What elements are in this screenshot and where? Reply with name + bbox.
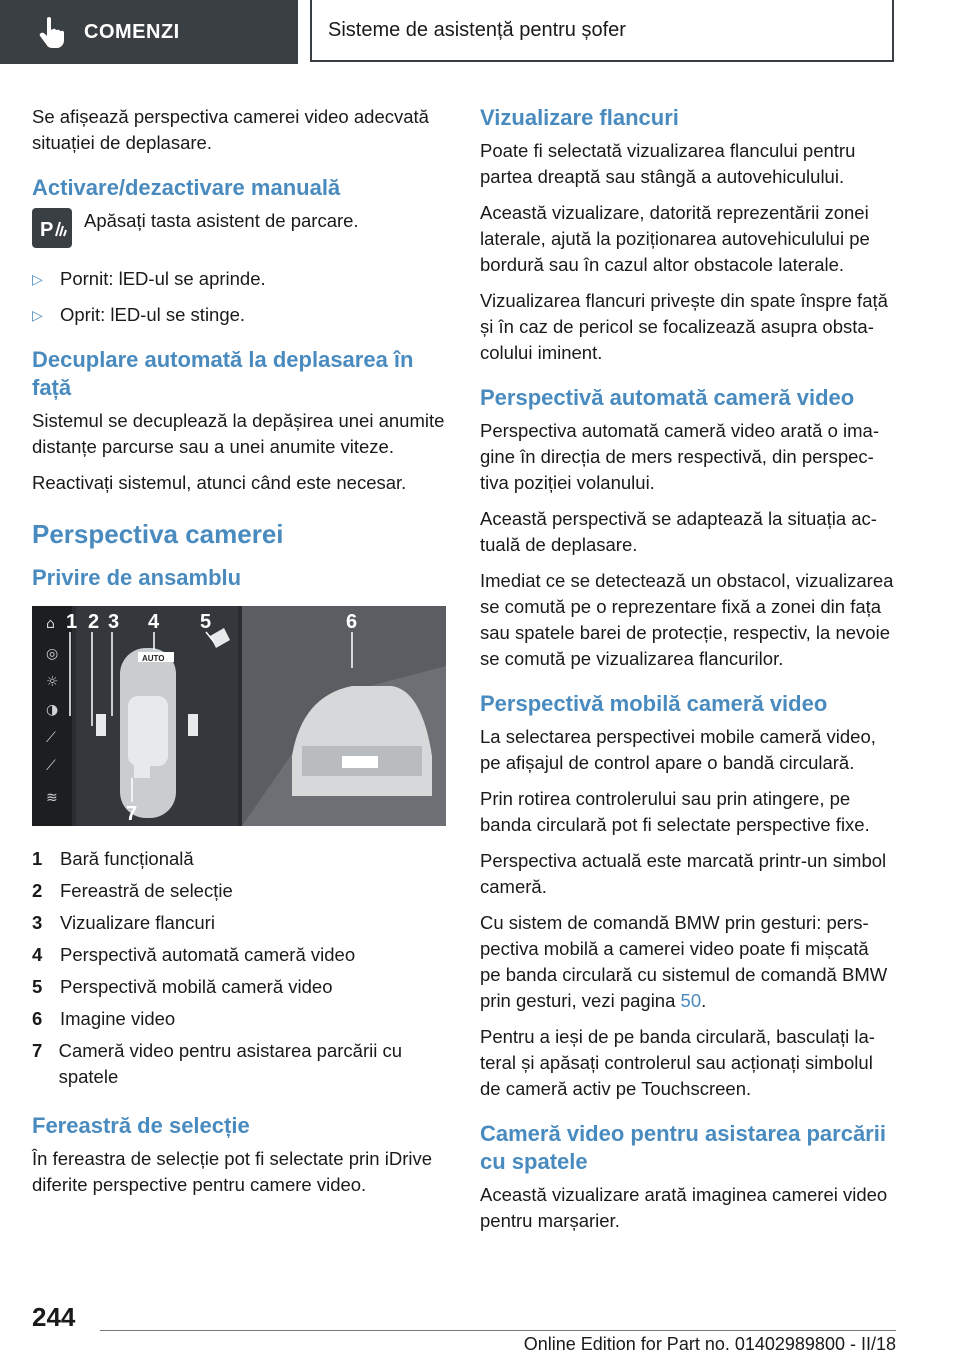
figure-callout: 3: [108, 611, 120, 633]
heading-camera: Perspectiva camerei: [32, 519, 284, 549]
footer-divider: [100, 1330, 896, 1331]
mobile-text-1: La selectarea perspectivei mobile cameră video, pe afișajul de control apare o bandă circulară.: [480, 726, 876, 773]
heading-manual: Activare/dezactivare manuală: [32, 175, 341, 200]
svg-text:⌂: ⌂: [46, 616, 55, 632]
camera-view-figure: [32, 606, 446, 826]
legend-number: 2: [32, 880, 43, 901]
mobile-text-4-end: .: [701, 990, 707, 1011]
flank-text-2: Această vizualizare, datorită reprezentării zonei laterale, ajută la poziționarea autovehiculului pe bordură sau în cazul altor obstacole laterale.: [480, 202, 870, 275]
hand-pointer-icon: [32, 12, 72, 52]
figure-callout: 1: [66, 611, 78, 633]
legend-item: [32, 1006, 446, 1032]
figure-legend: [32, 846, 446, 1090]
autocam-text-2: Această perspectivă se adaptează la situația actuală de deplasare.: [480, 508, 877, 555]
left-column: [32, 104, 446, 1208]
page-header: [0, 0, 960, 66]
section-tab: [0, 0, 298, 64]
page-number: 244: [32, 1302, 76, 1332]
svg-text:◎: ◎: [46, 646, 59, 662]
edition-text: Online Edition for Part no. 01402989800 - II/18: [523, 1334, 896, 1354]
press-key-row: [32, 208, 446, 248]
legend-text: Bară funcțională: [60, 848, 194, 869]
heading-flank-view: Vizualizare flancuri: [480, 105, 679, 130]
mobile-text-3: Perspectiva actuală este marcată printr-un simbol cameră.: [480, 850, 887, 897]
legend-text: Cameră video pentru asistarea parcării cu spatele: [58, 1040, 403, 1087]
auto-text-1: Sistemul se decuplează la depășirea unei anumite distanțe parcurse sau a unei anumite viteze.: [32, 410, 445, 457]
figure-callout: 2: [88, 611, 100, 633]
figure-callout: 5: [200, 611, 212, 633]
legend-item: [32, 878, 446, 904]
bullet-off: [32, 302, 446, 328]
rear-text: Această vizualizare arată imaginea camerei video pentru marșarier.: [480, 1184, 888, 1231]
heading-auto-off: Decuplare automată la deplasarea în față: [32, 347, 414, 400]
svg-text:≋: ≋: [46, 790, 58, 806]
autocam-text-1: Perspectiva automată cameră video arată o imagine în direcția de mers respectivă, din perspectiva poziției volanului.: [480, 420, 879, 493]
legend-number: 5: [32, 976, 43, 997]
legend-item: [32, 942, 446, 968]
triangle-bullet-icon: ▷: [32, 271, 43, 287]
legend-text: Perspectivă mobilă cameră video: [60, 976, 333, 997]
chapter-label: Sisteme de asistență pentru șofer: [328, 18, 626, 41]
svg-text:P: P: [40, 219, 54, 241]
svg-text:☼: ☼: [46, 674, 59, 690]
svg-text:⟋: ⟋: [46, 758, 56, 774]
parking-assist-key-icon: [32, 208, 72, 248]
autocam-text-3: Imediat ce se detectează un obstacol, vizualizarea se comută pe o reprezentare fixă a zonei din fața sau spatele barei de protecție, respectiv, la nevoie se comută pe vizualizarea flancurilor.: [480, 570, 894, 669]
heading-mobile-camera: Perspectivă mobilă cameră video: [480, 691, 828, 716]
legend-number: 6: [32, 1008, 43, 1029]
mobile-text-2: Prin rotirea controlerului sau prin atingere, pe banda circulară pot fi selectate perspective fixe.: [480, 788, 870, 835]
mobile-text-5: Pentru a ieși de pe banda circulară, basculați lateral și apăsați controlerul sau acționați simbolul de cameră activ pe Touchscreen.: [480, 1026, 875, 1099]
flank-text-3: Vizualizarea flancuri privește din spate înspre față și în caz de pericol se focalizează asupra obstacolului iminent.: [480, 290, 888, 363]
heading-rear-camera: Cameră video pentru asistarea parcării cu spatele: [480, 1121, 886, 1174]
legend-item: [32, 846, 446, 872]
legend-item: [32, 1038, 446, 1090]
figure-callout: 4: [148, 611, 160, 633]
svg-text:AUTO: AUTO: [142, 654, 165, 663]
legend-text: Imagine video: [60, 1008, 176, 1029]
legend-number: 1: [32, 848, 43, 869]
auto-text-2: Reactivați sistemul, atunci când este necesar.: [32, 472, 407, 493]
legend-number: 4: [32, 944, 43, 965]
legend-text: Fereastră de selecție: [60, 880, 233, 901]
heading-auto-camera: Perspectivă automată cameră video: [480, 385, 855, 410]
mobile-text-4: [480, 910, 894, 1014]
legend-number: 7: [32, 1040, 43, 1061]
bullet-on: [32, 266, 446, 292]
page-link[interactable]: 50: [680, 990, 702, 1011]
legend-text: Perspectivă automată cameră video: [60, 944, 356, 965]
heading-overview: Privire de ansamblu: [32, 565, 242, 590]
legend-item: [32, 910, 446, 936]
figure-callout: 6: [346, 611, 358, 633]
mobile-text-4-body: Cu sistem de comandă BMW prin gesturi: perspectiva mobilă a camerei video poate fi mișcată pe banda circulară cu sistemul de comandă BMW prin gesturi, vezi pagina: [480, 912, 888, 1011]
flank-text-1: Poate fi selectată vizualizarea flancului pentru partea dreaptă sau stângă a autovehiculului.: [480, 140, 856, 187]
legend-text: Vizualizare flancuri: [60, 912, 215, 933]
bullet-text: Pornit: lED-ul se aprinde.: [60, 268, 266, 289]
svg-text:⟋: ⟋: [46, 730, 56, 746]
bullet-text: Oprit: lED-ul se stinge.: [60, 304, 246, 325]
legend-number: 3: [32, 912, 43, 933]
right-column: [480, 104, 894, 1244]
triangle-bullet-icon: ▷: [32, 307, 43, 323]
chapter-tab: [310, 0, 894, 62]
svg-text:◑: ◑: [46, 702, 59, 718]
heading-selection-window: Fereastră de selecție: [32, 1113, 250, 1138]
legend-item: [32, 974, 446, 1000]
selection-text: În fereastra de selecție pot fi selectate prin iDrive diferite perspective pentru camere video.: [32, 1148, 432, 1195]
intro-text: Se afișează perspectiva camerei video adecvată situației de deplasare.: [32, 106, 429, 153]
figure-callout: 7: [126, 803, 138, 825]
section-label: COMENZI: [84, 20, 180, 43]
press-key-text: Apăsați tasta asistent de parcare.: [84, 210, 359, 231]
